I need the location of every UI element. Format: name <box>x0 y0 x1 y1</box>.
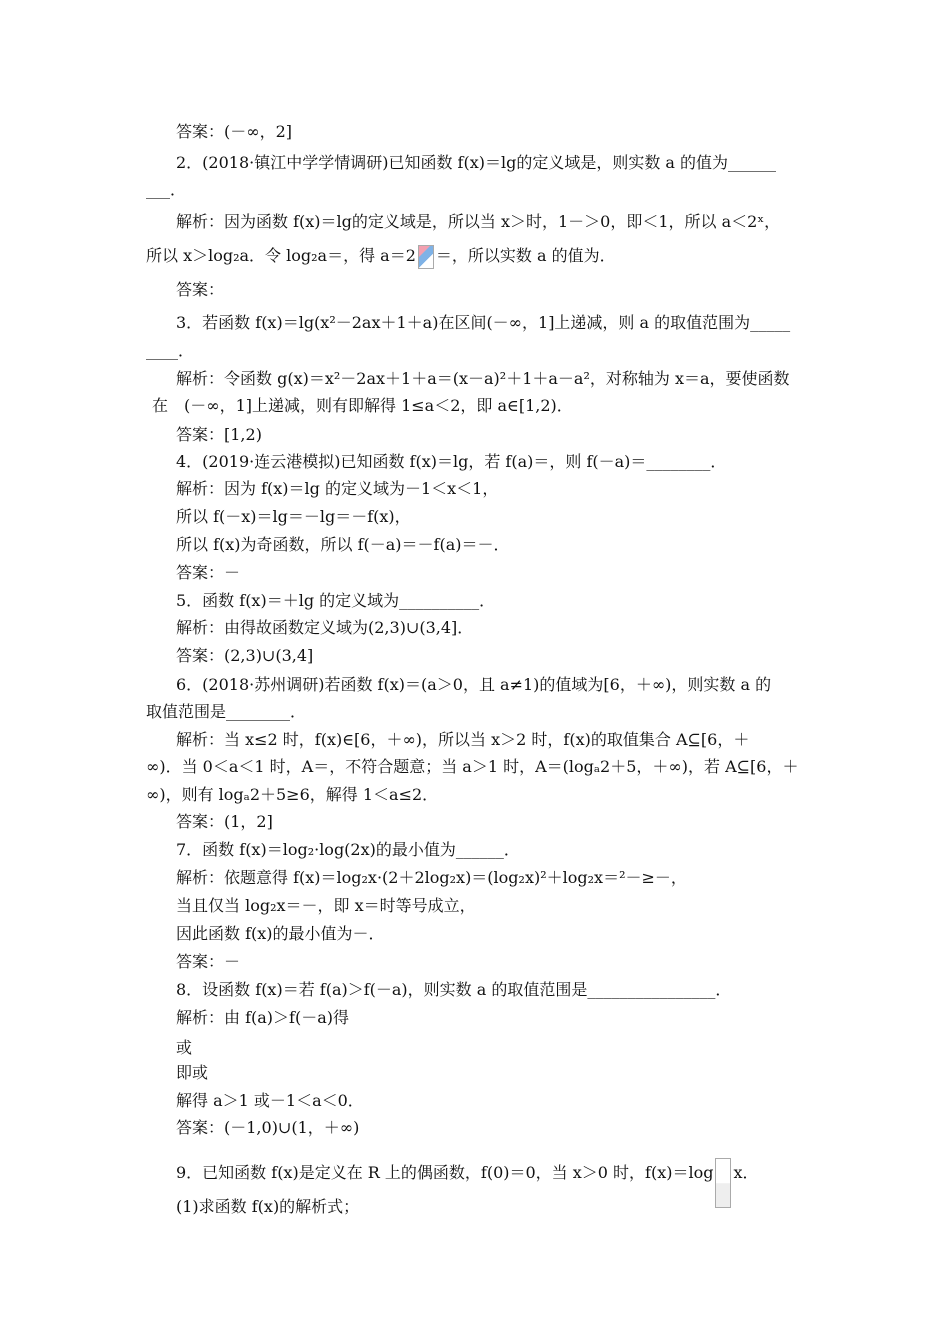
solution-4-line1: 解析：因为 f(x)＝lg 的定义域为－1＜x＜1， <box>176 479 499 498</box>
question-6-cont: 取值范围是________． <box>146 702 307 721</box>
question-7: 7．函数 f(x)＝log₂·log(2x)的最小值为______． <box>176 840 520 859</box>
solution-3-line1: 解析：令函数 g(x)＝x²－2ax＋1＋a＝(x－a)²＋1＋a－a²，对称轴为 x＝a，要使函数 <box>176 369 790 388</box>
solution-2-text-a: 所以 x＞log₂a．令 log₂a＝，得 a＝2 <box>146 246 416 265</box>
answer-8: 答案：(－1,0)∪(1，＋∞) <box>176 1118 360 1137</box>
question-9-text-a: 9．已知函数 f(x)是定义在 R 上的偶函数，f(0)＝0，当 x＞0 时，f(x)＝log <box>176 1163 714 1182</box>
solution-5: 解析：由得故函数定义域为(2,3)∪(3,4]． <box>176 618 474 637</box>
question-3-cont: ____． <box>146 341 195 360</box>
solution-2-line2 <box>146 245 616 269</box>
solution-7-line3: 因此函数 f(x)的最小值为－． <box>176 924 385 943</box>
question-9-text-b: x． <box>733 1163 759 1182</box>
formula-image-icon <box>418 245 434 269</box>
question-2: 2．(2018·镇江中学学情调研)已知函数 f(x)＝lg的定义域是，则实数 a 的值为______ <box>176 153 777 172</box>
question-2-cont: ___． <box>146 180 187 199</box>
question-8: 8．设函数 f(x)＝若 f(a)＞f(－a)，则实数 a 的取值范围是________________． <box>176 980 732 999</box>
answer-6: 答案：(1，2] <box>176 812 273 831</box>
answer-7: 答案：－ <box>176 952 241 971</box>
question-3: 3．若函数 f(x)＝lg(x²－2ax＋1＋a)在区间(－∞，1]上递减，则 a 的取值范围为_____ <box>176 313 791 332</box>
solution-6-line2: ∞)．当 0＜a＜1 时，A＝，不符合题意；当 a＞1 时，A＝(logₐ2＋5，＋∞)，若 A⊆[6，＋ <box>146 757 799 776</box>
solution-8-line4: 解得 a＞1 或－1＜a＜0． <box>176 1091 364 1110</box>
answer-1: 答案：(－∞，2] <box>176 122 292 141</box>
solution-4-line3: 所以 f(x)为奇函数，所以 f(－a)＝－f(a)＝－． <box>176 535 510 554</box>
question-6: 6．(2018·苏州调研)若函数 f(x)＝(a＞0，且 a≠1)的值域为[6，＋∞)，则实数 a 的 <box>176 675 772 694</box>
solution-8-line3: 即或 <box>176 1063 209 1082</box>
solution-4-line2: 所以 f(－x)＝lg＝－lg＝－f(x)， <box>176 507 411 526</box>
question-9-part1: (1)求函数 f(x)的解析式； <box>176 1197 360 1216</box>
answer-4: 答案：－ <box>176 563 241 582</box>
question-4: 4．(2019·连云港模拟)已知函数 f(x)＝lg，若 f(a)＝，则 f(－a)＝________． <box>176 452 727 471</box>
answer-2: 答案： <box>176 280 225 299</box>
answer-5: 答案：(2,3)∪(3,4] <box>176 646 314 665</box>
question-5: 5．函数 f(x)＝＋lg 的定义域为__________． <box>176 591 496 610</box>
answer-3: 答案：[1,2) <box>176 425 262 444</box>
solution-2-line1: 解析：因为函数 f(x)＝lg的定义域是，所以当 x＞时，1－＞0，即＜1，所以 a＜2ˣ， <box>176 212 781 231</box>
solution-7-line2: 当且仅当 log₂x＝－，即 x＝时等号成立， <box>176 896 476 915</box>
solution-6-line1: 解析：当 x≤2 时，f(x)∈[6，＋∞)，所以当 x＞2 时，f(x)的取值集合 A⊆[6，＋ <box>176 730 750 749</box>
solution-2-text-b: ＝，所以实数 a 的值为． <box>435 246 616 265</box>
solution-3-line2: 在 (－∞，1]上递减，则有即解得 1≤a＜2，即 a∈[1,2)． <box>152 396 573 415</box>
solution-7-line1: 解析：依题意得 f(x)＝log₂x·(2＋2log₂x)＝(log₂x)²＋log₂x＝²－≥－， <box>176 868 687 887</box>
log-base-image-icon <box>715 1158 731 1208</box>
solution-6-line3: ∞)，则有 logₐ2＋5≥6，解得 1＜a≤2． <box>146 785 439 804</box>
solution-8-line2: 或 <box>176 1038 193 1057</box>
solution-8-line1: 解析：由 f(a)＞f(－a)得 <box>176 1008 349 1027</box>
